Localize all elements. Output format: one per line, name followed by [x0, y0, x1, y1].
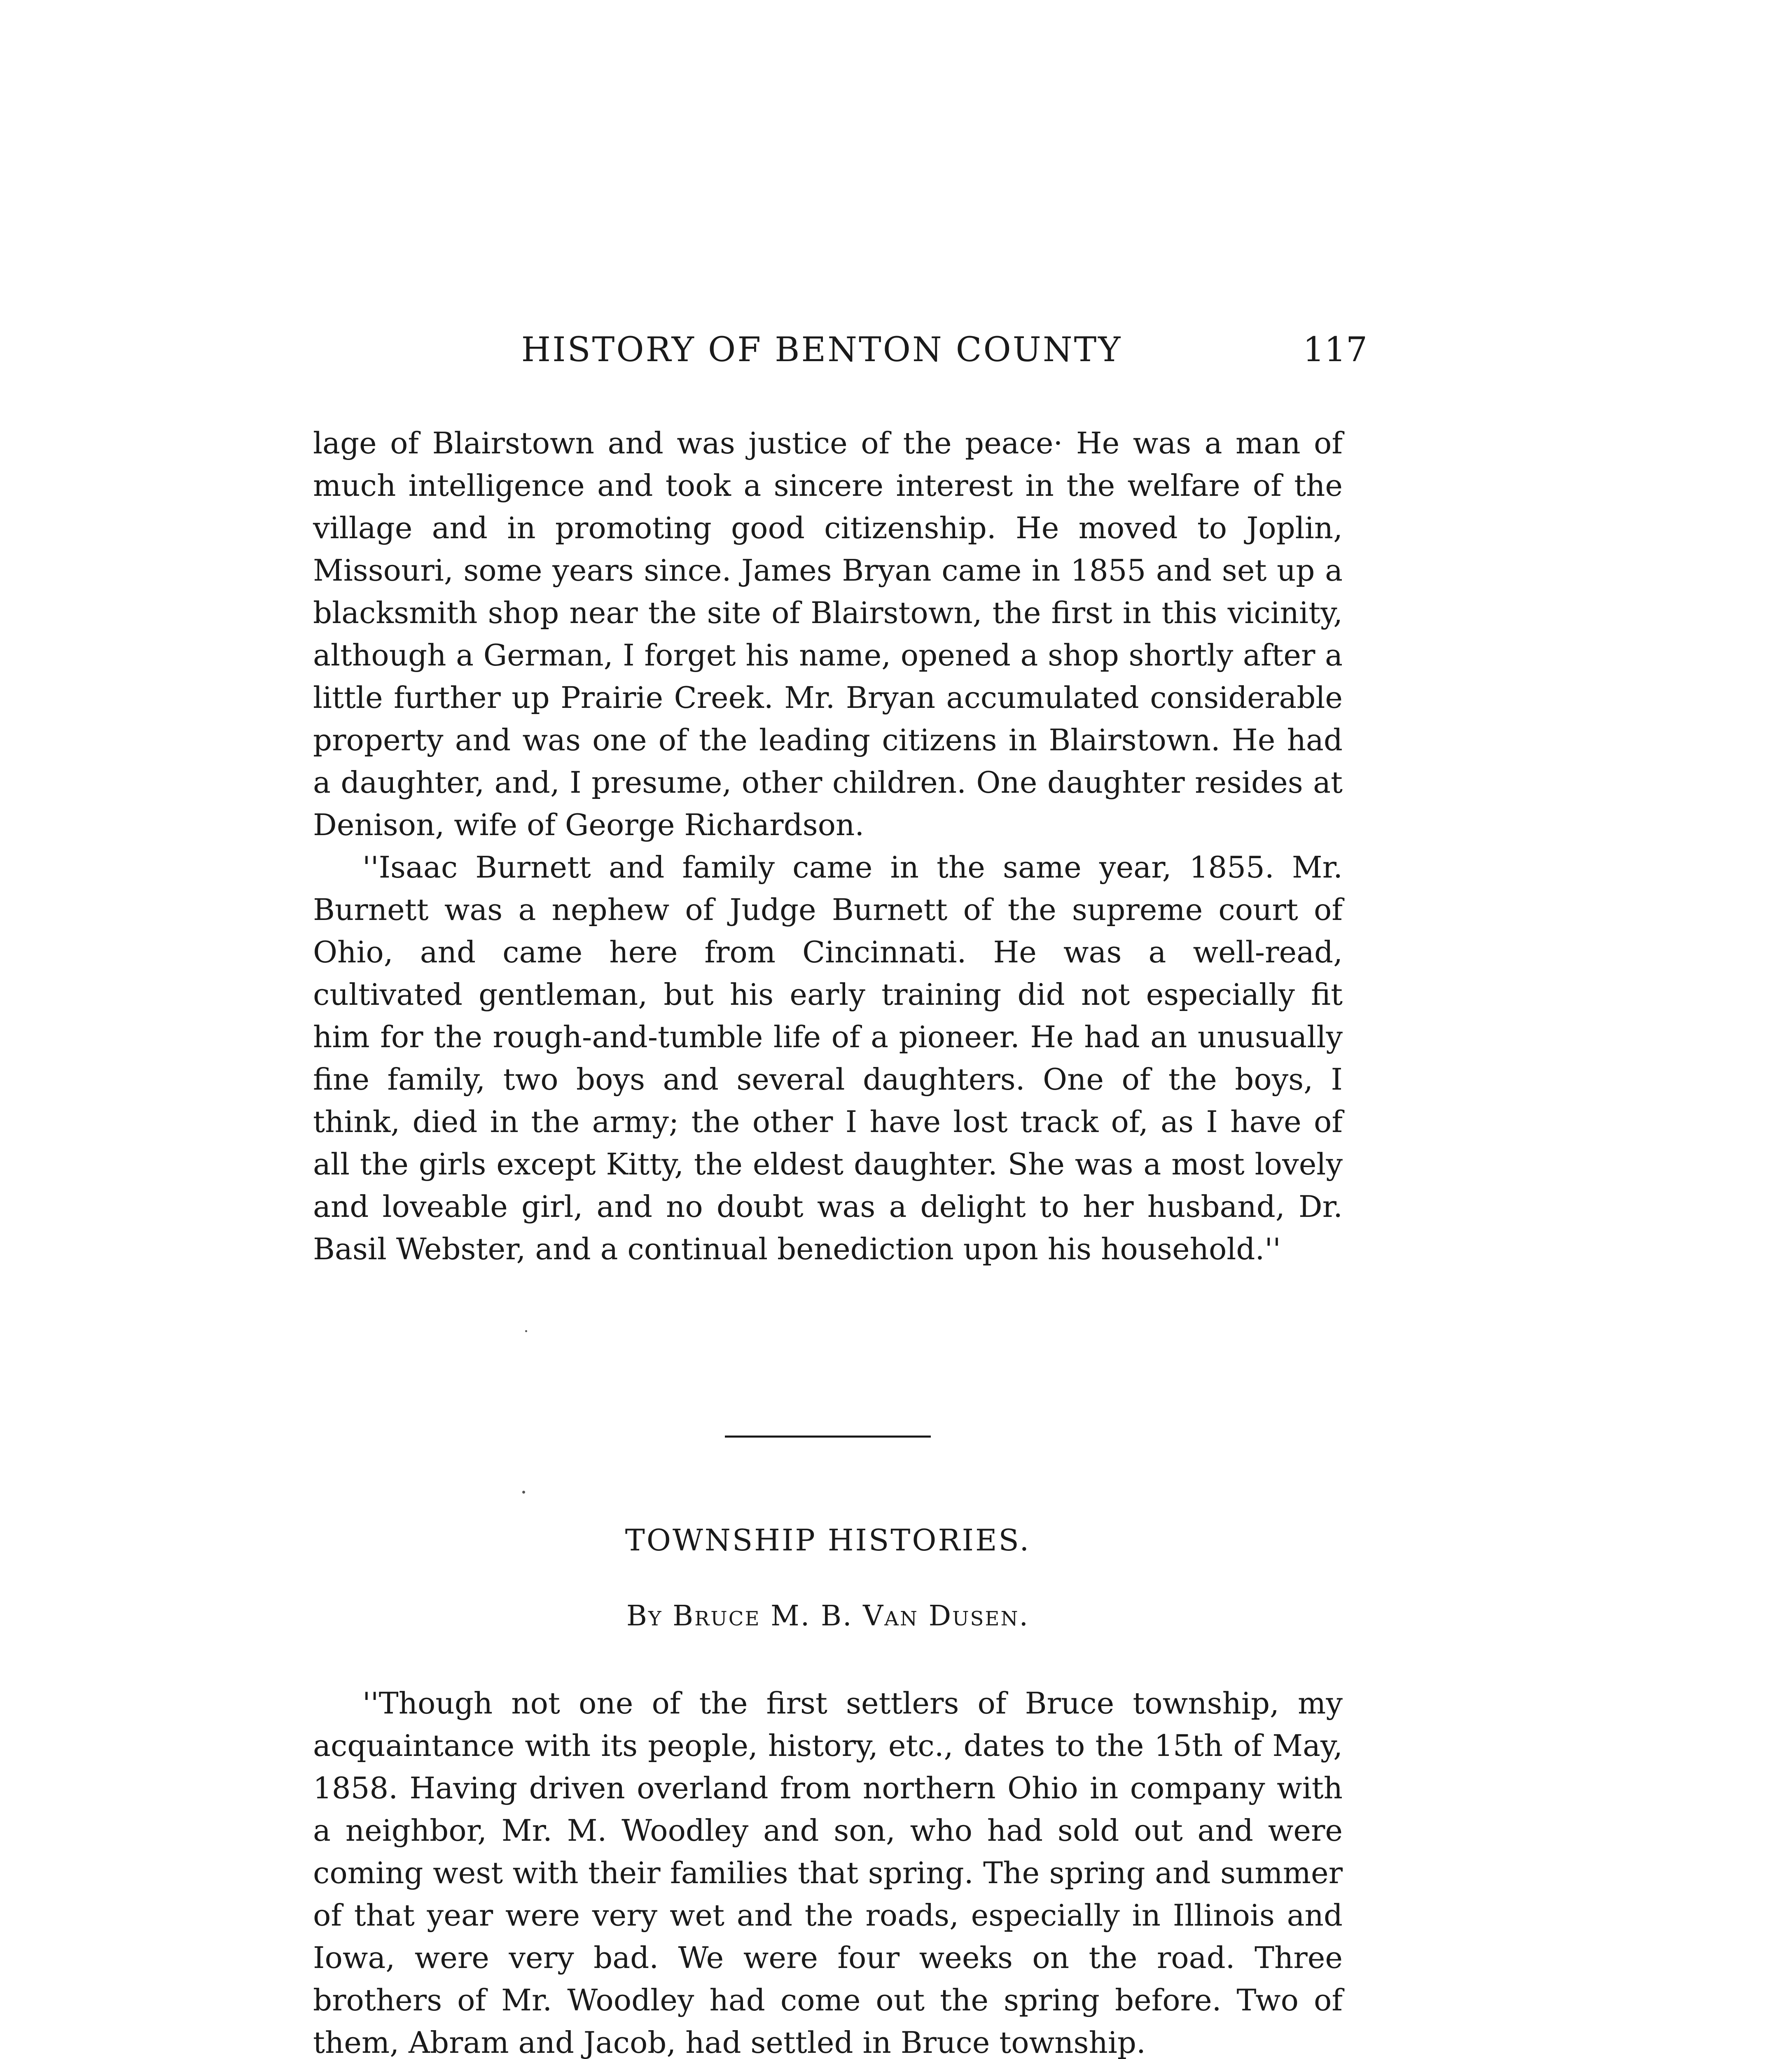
print-speck [525, 1330, 527, 1332]
print-speck [522, 1491, 525, 1494]
section-divider [725, 1436, 931, 1438]
section-text [313, 1682, 1343, 2059]
body-text [313, 422, 1343, 1270]
section-byline: By Bruce M. B. Van Dusen. [626, 1600, 1030, 1632]
running-head: HISTORY OF BENTON COUNTY [521, 330, 1122, 369]
continued-paragraph: lage of Blairstown and was justice of the peace· He was a man of much intelligence and took a sincere interest in the welfare of the village and in promoting good citizenship. He moved to Joplin, Missouri, some years since. James Bryan came in 1855 and set up a blacksmith shop near the site of Blairstown, the first in this vicinity, although a German, I forget his name, opened a shop shortly after a little further up Prairie Creek. Mr. Bryan accumulated considerable property and was one of the leading citizens in Blairstown. He had a daughter, and, I presume, other children. One daughter resides at Denison, wife of George Richardson. [313, 426, 1343, 842]
section-title: TOWNSHIP HISTORIES. [625, 1523, 1031, 1557]
burnett-paragraph: ''Isaac Burnett and family came in the same year, 1855. Mr. Burnett was a nephew of Judge Burnett of the supreme court of Ohio, and came here from Cincinnati. He was a well-read, cultivated gentleman, but his early training did not especially fit him for the rough-and-tumble life of a pioneer. He had an unusually fine family, two boys and several daughters. One of the boys, I think, died in the army; the other I have lost track of, as I have of all the girls except Kitty, the eldest daughter. She was a most lovely and loveable girl, and no doubt was a delight to her husband, Dr. Basil Webster, and a continual benediction upon his household.'' [313, 850, 1343, 1266]
page-number: 117 [1303, 330, 1367, 369]
section-paragraph: ''Though not one of the first settlers of Bruce township, my acquaintance with its people, history, etc., dates to the 15th of May, 1858. Having driven overland from northern Ohio in company with a neighbor, Mr. M. Woodley and son, who had sold out and were coming west with their families that spring. The spring and summer of that year were very wet and the roads, especially in Illinois and Iowa, were very bad. We were four weeks on the road. Three brothers of Mr. Woodley had come out the spring before. Two of them, Abram and Jacob, had settled in Bruce township. [313, 1686, 1343, 2059]
